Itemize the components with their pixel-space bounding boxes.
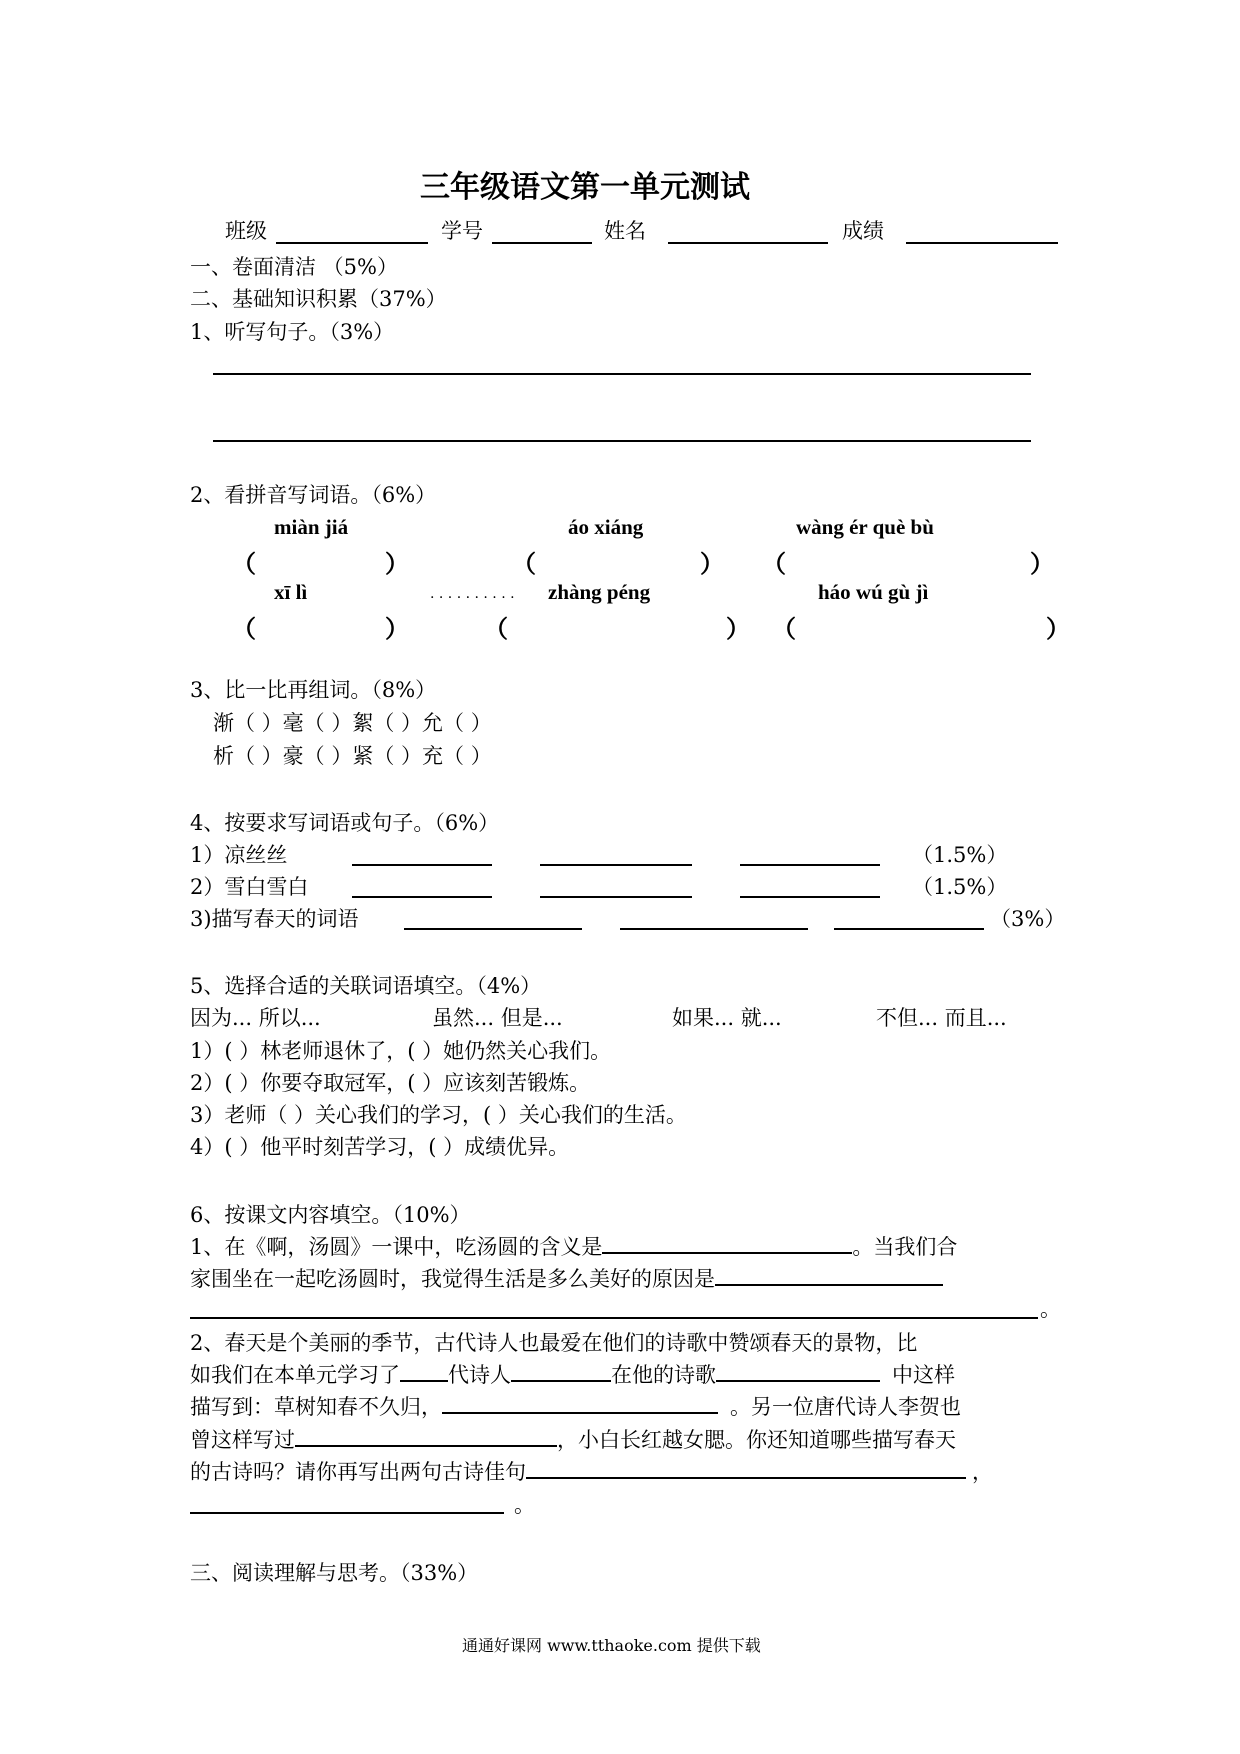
q6-2-line-e bbox=[190, 1459, 993, 1485]
pinyin-4: xī lì bbox=[274, 580, 308, 604]
q6-1-text-a: 1、在《啊，汤圆》一课中，吃汤圆的含义是 bbox=[190, 1235, 603, 1259]
q4-2-blank-a[interactable] bbox=[352, 896, 492, 898]
q6-2-line-b bbox=[190, 1362, 955, 1388]
score-label: 成绩 bbox=[842, 219, 884, 243]
name-field[interactable] bbox=[668, 242, 828, 244]
q6-2-text-e2: ， bbox=[972, 1460, 993, 1484]
q6-1-blank-b[interactable] bbox=[715, 1266, 943, 1286]
dictation-line-2[interactable] bbox=[213, 440, 1031, 442]
q5-option-2: 虽然... 但是... bbox=[432, 1006, 563, 1030]
q5-item-4: 4）( ）他平时刻苦学习，( ）成绩优异。 bbox=[190, 1135, 570, 1159]
q6-1-line-a bbox=[190, 1234, 957, 1260]
answer-1-close: ） bbox=[385, 552, 409, 578]
number-label: 学号 bbox=[441, 219, 483, 243]
answer-6-close: ） bbox=[1046, 617, 1070, 643]
section-2-heading: 二、基础知识积累（37%） bbox=[190, 287, 447, 311]
q5-item-3: 3）老师（ ）关心我们的学习，( ）关心我们的生活。 bbox=[190, 1103, 687, 1127]
q4-2-blank-b[interactable] bbox=[540, 896, 692, 898]
q4-1-blank-a[interactable] bbox=[352, 864, 492, 866]
q2-heading: 2、看拼音写词语。（6%） bbox=[190, 483, 437, 507]
name-label: 姓名 bbox=[604, 219, 646, 243]
page-footer: 通通好课网 www.tthaoke.com 提供下载 bbox=[462, 1636, 761, 1655]
q5-option-1: 因为... 所以... bbox=[190, 1006, 321, 1030]
q4-item-2: 2）雪白雪白 bbox=[190, 875, 309, 899]
q4-3-blank-b[interactable] bbox=[620, 928, 808, 930]
section-1-heading: 一、卷面清洁 （5%） bbox=[190, 255, 398, 279]
q6-2-blank-poet[interactable] bbox=[511, 1362, 611, 1382]
score-field[interactable] bbox=[906, 242, 1058, 244]
q4-2-blank-c[interactable] bbox=[740, 896, 880, 898]
q4-2-points: （1.5%） bbox=[912, 875, 1008, 899]
answer-2-close: ） bbox=[700, 552, 724, 578]
q3-row-2: 析（ ）豪（ ）紧（ ）充（ ） bbox=[213, 744, 492, 768]
q1-heading: 1、听写句子。（3%） bbox=[190, 320, 395, 344]
q6-2-blank-dynasty[interactable] bbox=[400, 1362, 448, 1382]
q4-3-points: （3%） bbox=[990, 907, 1066, 931]
q6-2-text-b3: 在他的诗歌 bbox=[611, 1363, 716, 1387]
q4-3-blank-a[interactable] bbox=[404, 928, 582, 930]
q4-3-blank-c[interactable] bbox=[834, 928, 984, 930]
q6-2-blank-verse-4[interactable] bbox=[190, 1512, 504, 1514]
section-3-heading: 三、阅读理解与思考。（33%） bbox=[190, 1561, 479, 1585]
answer-2-open: （ bbox=[512, 552, 536, 578]
q6-2-text-d1: 曾这样写过 bbox=[190, 1428, 295, 1452]
q6-1-line-b bbox=[190, 1266, 943, 1292]
q6-2-end: 。 bbox=[514, 1493, 535, 1517]
answer-3-open: （ bbox=[762, 552, 786, 578]
q5-option-4: 不但... 而且... bbox=[876, 1006, 1007, 1030]
q6-1-blank-c[interactable] bbox=[190, 1317, 1038, 1319]
q6-1-text-b: 。当我们合 bbox=[852, 1235, 958, 1259]
q6-2-text-d2: ，小白长红越女腮。你还知道哪些描写春天 bbox=[557, 1428, 956, 1452]
answer-5-open: （ bbox=[484, 617, 508, 643]
q6-1-end: 。 bbox=[1040, 1297, 1061, 1321]
answer-1-open: （ bbox=[232, 552, 256, 578]
dictation-line-1[interactable] bbox=[213, 373, 1031, 375]
q4-1-points: （1.5%） bbox=[912, 843, 1008, 867]
q4-1-blank-c[interactable] bbox=[740, 864, 880, 866]
q3-heading: 3、比一比再组词。（8%） bbox=[190, 678, 437, 702]
q6-2-text-b1: 如我们在本单元学习了 bbox=[190, 1363, 400, 1387]
q4-item-1: 1）凉丝丝 bbox=[190, 843, 288, 867]
q5-item-1: 1）( ）林老师退休了，( ）她仍然关心我们。 bbox=[190, 1039, 612, 1063]
q6-2-text-c2: 。另一位唐代诗人李贺也 bbox=[730, 1395, 961, 1419]
pinyin-1: miàn jiá bbox=[274, 515, 349, 539]
answer-4-open: （ bbox=[232, 617, 256, 643]
q4-item-3: 3)描写春天的词语 bbox=[190, 907, 359, 931]
pinyin-3: wàng ér què bù bbox=[796, 515, 934, 539]
answer-4-close: ） bbox=[385, 617, 409, 643]
q6-2-text-b4: 中这样 bbox=[892, 1363, 955, 1387]
pinyin-6: háo wú gù jì bbox=[818, 580, 929, 604]
q6-2-text-c1: 描写到：草树知春不久归， bbox=[190, 1395, 442, 1419]
pinyin-2: áo xiáng bbox=[568, 515, 644, 539]
q6-heading: 6、按课文内容填空。（10%） bbox=[190, 1203, 471, 1227]
number-field[interactable] bbox=[492, 242, 592, 244]
q3-row-1: 渐（ ）毫（ ）絮（ ）允（ ） bbox=[213, 711, 492, 735]
pinyin-5: zhàng péng bbox=[548, 580, 651, 604]
q6-2-blank-verse-1[interactable] bbox=[442, 1394, 718, 1414]
q6-2-text-e1: 的古诗吗？请你再写出两句古诗佳句 bbox=[190, 1460, 526, 1484]
q4-1-blank-b[interactable] bbox=[540, 864, 692, 866]
q4-heading: 4、按要求写词语或句子。（6%） bbox=[190, 811, 500, 835]
class-field[interactable] bbox=[276, 242, 428, 244]
q6-2-line-a: 2、春天是个美丽的季节，古代诗人也最爱在他们的诗歌中赞颂春天的景物，比 bbox=[190, 1331, 918, 1355]
class-label: 班级 bbox=[225, 219, 267, 243]
q6-2-text-b2: 代诗人 bbox=[448, 1363, 511, 1387]
q5-heading: 5、选择合适的关联词语填空。（4%） bbox=[190, 974, 542, 998]
q6-2-blank-verse-2[interactable] bbox=[295, 1427, 557, 1447]
q6-2-blank-poem[interactable] bbox=[716, 1362, 880, 1382]
page-title: 三年级语文第一单元测试 bbox=[420, 170, 750, 205]
q6-2-blank-verse-3[interactable] bbox=[526, 1459, 966, 1479]
q5-option-3: 如果... 就... bbox=[672, 1006, 782, 1030]
q6-1-text-c: 家围坐在一起吃汤圆时，我觉得生活是多么美好的原因是 bbox=[190, 1267, 715, 1291]
q6-2-line-c bbox=[190, 1394, 961, 1420]
pinyin-dots: . . . . . . . . . . bbox=[430, 586, 515, 602]
q6-1-blank-a[interactable] bbox=[602, 1234, 852, 1254]
answer-5-close: ） bbox=[726, 617, 750, 643]
q5-item-2: 2）( ）你要夺取冠军，( ）应该刻苦锻炼。 bbox=[190, 1071, 591, 1095]
answer-6-open: （ bbox=[772, 617, 796, 643]
q6-2-line-d bbox=[190, 1427, 956, 1453]
answer-3-close: ） bbox=[1030, 552, 1054, 578]
